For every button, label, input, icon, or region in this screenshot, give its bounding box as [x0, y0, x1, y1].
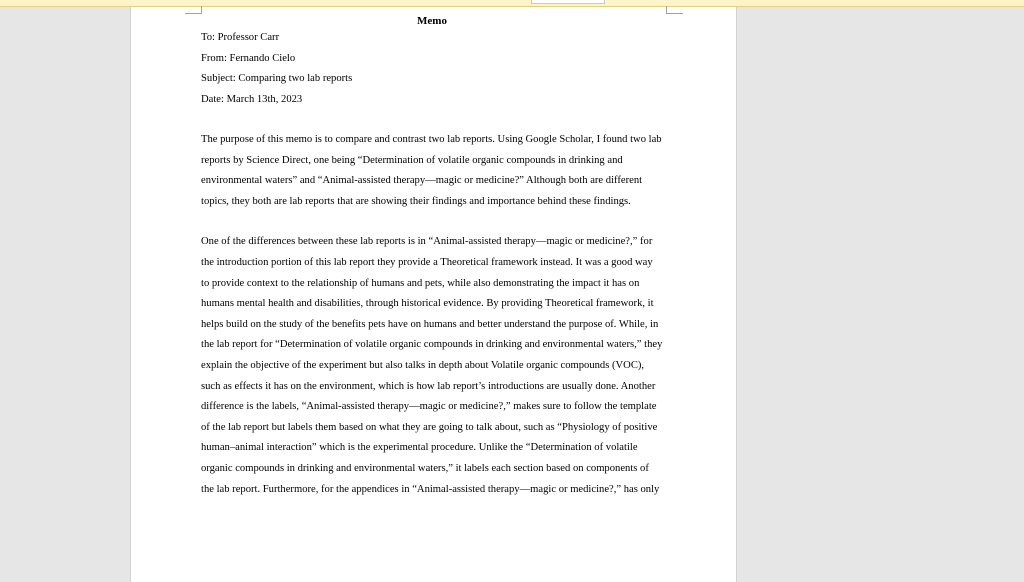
- document-canvas[interactable]: [0, 7, 1024, 575]
- body-paragraph-2: One of the differences between these lab reports is in “Animal-assisted therapy—magic or medicine?,” for the introduction portion of this lab report they provide a Theoretical framework instead. It was a good way to provide context to the relationship of humans and pets, while also demonstrating the impact it has on humans mental health and disabilities, through historical evidence. By providing Theoretical framework, it helps build on the study of the benefits pets have on humans and better understand the purpose of. While, in the lab report for “Determination of volatile organic compounds in drinking and environmental waters,” they explain the objective of the experiment but also talks in depth about Volatile organic compounds (VOC), such as effects it has on the environment, which is how lab report’s introductions are usually done. Another difference is the labels, “Animal-assisted therapy—magic or medicine?,” makes sure to follow the template of the lab report but labels them based on what they are going to talk about, such as “Physiology of positive human–animal interaction” which is the experimental procedure. Unlike the “Determination of volatile organic compounds in drinking and environmental waters,” it labels each section based on components of the lab report. Furthermore, for the appendices in “Animal-assisted therapy—magic or medicine?,” has only: [201, 236, 663, 495]
- memo-subject-line: Subject: Comparing two lab reports: [201, 73, 353, 84]
- ruler-tab[interactable]: [531, 0, 605, 4]
- memo-date-line: Date: March 13th, 2023: [201, 93, 303, 105]
- memo-from-line: From: Fernando Cielo: [201, 52, 296, 64]
- document-page[interactable]: [130, 7, 737, 582]
- margin-corner-top-right: [666, 6, 683, 14]
- top-toolbar-strip: [0, 0, 1024, 7]
- memo-to-line: To: Professor Carr: [201, 32, 280, 43]
- body-paragraph-1: The purpose of this memo is to compare and contrast two lab reports. Using Google Scholar, I found two lab reports by Science Direct, one being “Determination of volatile organic compounds in drinking and environmental waters” and “Animal-assisted therapy—magic or medicine?” Although both are different topics, they both are lab reports that are showing their findings and importance behind these findings.: [201, 134, 662, 207]
- page-content[interactable]: [201, 14, 663, 500]
- memo-title: Memo: [417, 15, 447, 27]
- margin-corner-top-left: [185, 6, 202, 14]
